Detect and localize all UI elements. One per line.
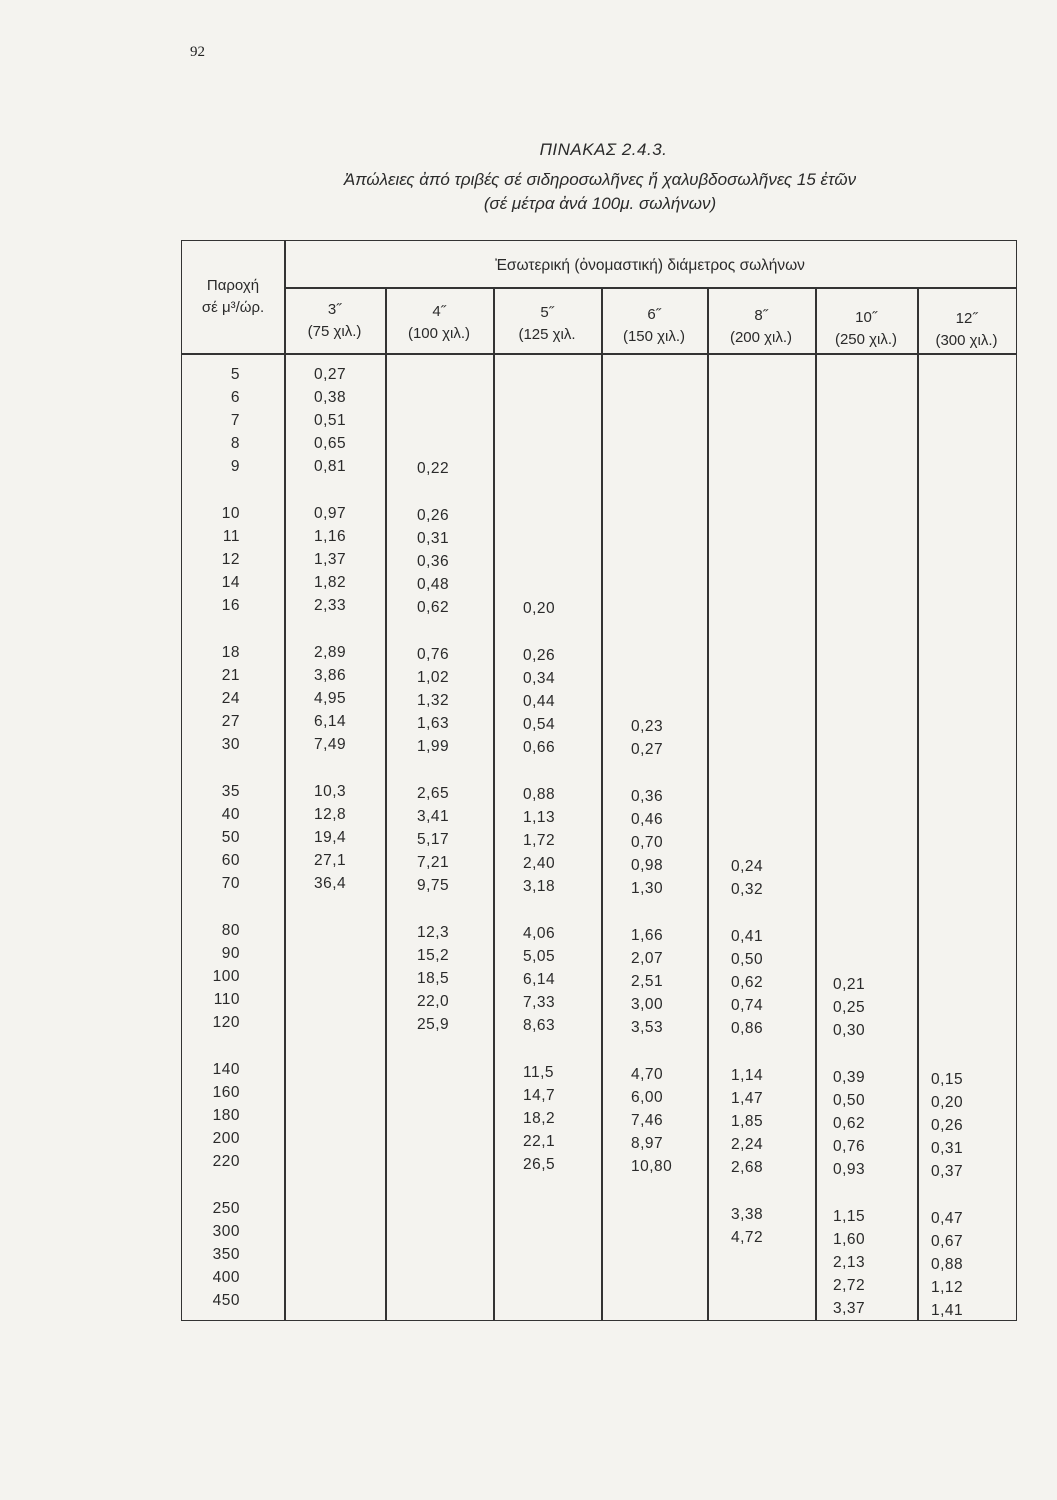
loss-value-cell: 6,14 bbox=[314, 713, 347, 730]
loss-value-cell: 0,20 bbox=[523, 600, 556, 618]
loss-value-cell: 3,18 bbox=[523, 878, 556, 896]
loss-value-cell: 0,21 bbox=[833, 976, 866, 993]
loss-value-cell: 1,41 bbox=[931, 1301, 964, 1319]
loss-value-cell: 1,13 bbox=[523, 809, 556, 827]
flow-rate-cell: 40 bbox=[221, 806, 240, 823]
loss-value-cell: 0,44 bbox=[523, 693, 556, 711]
flow-rate-cell: 7 bbox=[230, 412, 240, 429]
flow-rate-cell: 60 bbox=[221, 852, 240, 869]
loss-value-cell: 12,3 bbox=[417, 923, 450, 941]
flow-rate-cell: 100 bbox=[212, 968, 240, 985]
loss-value-cell: 0,31 bbox=[417, 529, 450, 547]
flow-rate-cell: 140 bbox=[212, 1061, 240, 1078]
loss-value-cell: 5,05 bbox=[523, 948, 556, 966]
diameter-millimetres: (250 χιλ.) bbox=[834, 330, 898, 348]
flow-rate-cell: 18 bbox=[221, 644, 240, 661]
loss-value-cell: 0,86 bbox=[731, 1020, 764, 1038]
loss-value-cell: 22,1 bbox=[523, 1133, 556, 1151]
loss-value-cell: 2,72 bbox=[833, 1277, 866, 1294]
flow-rate-cell: 80 bbox=[221, 922, 240, 939]
loss-value-cell: 0,76 bbox=[833, 1138, 866, 1155]
loss-value-cell: 1,37 bbox=[314, 551, 347, 568]
loss-value-cell: 2,33 bbox=[314, 597, 347, 614]
loss-value-cell: 0,70 bbox=[631, 833, 664, 851]
loss-value-cell: 15,2 bbox=[417, 946, 450, 964]
loss-value-cell: 1,14 bbox=[731, 1067, 764, 1085]
loss-value-cell: 0,30 bbox=[833, 1022, 866, 1039]
loss-value-cell: 0,25 bbox=[833, 999, 866, 1016]
loss-value-cell: 2,89 bbox=[314, 644, 347, 661]
loss-value-cell: 9,75 bbox=[417, 876, 450, 894]
loss-value-cell: 11,5 bbox=[523, 1064, 555, 1082]
flow-rate-cell: 16 bbox=[221, 597, 240, 614]
flow-rate-cell: 90 bbox=[221, 945, 240, 962]
loss-value-cell: 27,1 bbox=[314, 852, 347, 869]
flow-rate-cell: 24 bbox=[221, 690, 240, 707]
loss-value-cell: 0,37 bbox=[931, 1162, 964, 1180]
diameter-inches: 10˝ bbox=[855, 308, 877, 326]
diameter-inches: 6˝ bbox=[647, 305, 661, 323]
friction-loss-table bbox=[181, 240, 1017, 1321]
loss-value-cell: 0,76 bbox=[417, 645, 450, 663]
loss-value-cell: 18,2 bbox=[523, 1110, 556, 1128]
loss-value-cell: 0,36 bbox=[631, 787, 664, 805]
flow-rate-cell: 21 bbox=[221, 667, 240, 684]
flow-rate-cell: 50 bbox=[221, 829, 240, 846]
flow-header bbox=[182, 275, 284, 319]
flow-rate-cell: 70 bbox=[221, 875, 240, 892]
column-divider bbox=[601, 289, 603, 1320]
loss-value-cell: 3,86 bbox=[314, 667, 347, 684]
loss-value-cell: 0,34 bbox=[523, 670, 556, 688]
flow-rate-cell: 250 bbox=[212, 1200, 240, 1217]
diameter-column-header bbox=[284, 299, 385, 343]
diameter-inches: 4˝ bbox=[432, 302, 446, 320]
loss-value-cell: 0,50 bbox=[833, 1092, 866, 1109]
loss-value-cell: 6,14 bbox=[523, 971, 556, 989]
loss-value-cell: 25,9 bbox=[417, 1015, 450, 1033]
loss-value-cell: 1,16 bbox=[314, 528, 347, 545]
loss-value-cell: 1,02 bbox=[417, 668, 450, 686]
loss-value-cell: 0,88 bbox=[931, 1255, 964, 1273]
loss-value-cell: 3,41 bbox=[417, 807, 450, 825]
loss-value-cell: 0,24 bbox=[731, 858, 764, 876]
loss-value-cell: 19,4 bbox=[314, 829, 347, 846]
flow-rate-cell: 400 bbox=[212, 1269, 240, 1286]
loss-value-cell: 0,62 bbox=[833, 1115, 866, 1132]
loss-value-cell: 4,95 bbox=[314, 690, 347, 707]
loss-value-cell: 0,88 bbox=[523, 786, 556, 804]
diameter-inches: 3˝ bbox=[327, 301, 342, 318]
loss-value-cell: 10,80 bbox=[631, 1157, 673, 1175]
page-number: 92 bbox=[190, 44, 205, 60]
loss-value-cell: 5,17 bbox=[417, 830, 450, 848]
flow-rate-cell: 14 bbox=[221, 574, 240, 591]
column-divider bbox=[493, 289, 495, 1320]
loss-value-cell: 2,51 bbox=[631, 972, 664, 990]
loss-value-cell: 0,54 bbox=[523, 716, 556, 734]
flow-rate-cell: 120 bbox=[212, 1014, 240, 1031]
loss-value-cell: 0,26 bbox=[931, 1116, 964, 1134]
loss-value-cell: 0,22 bbox=[417, 459, 450, 477]
flow-rate-cell: 35 bbox=[221, 783, 240, 800]
diameter-millimetres: (75 χιλ.) bbox=[307, 323, 362, 340]
loss-value-cell: 4,72 bbox=[731, 1229, 764, 1247]
diameter-millimetres: (150 χιλ.) bbox=[622, 327, 686, 345]
loss-value-cell: 3,53 bbox=[631, 1018, 664, 1036]
loss-value-cell: 1,15 bbox=[833, 1208, 866, 1225]
loss-value-cell: 1,32 bbox=[417, 691, 450, 709]
flow-rate-cell: 300 bbox=[212, 1223, 240, 1240]
loss-value-cell: 2,68 bbox=[731, 1159, 764, 1177]
loss-value-cell: 1,82 bbox=[314, 574, 347, 591]
loss-value-cell: 0,97 bbox=[314, 505, 347, 522]
loss-value-cell: 4,06 bbox=[523, 925, 556, 943]
loss-value-cell: 10,3 bbox=[314, 783, 347, 800]
subtitle-line-1: Ἀπώλειες ἀπό τριβές σέ σιδηροσωλῆνες ἤ χαλυβδοσωλῆνες 15 ἐτῶν bbox=[343, 170, 857, 189]
loss-value-cell: 1,12 bbox=[931, 1278, 964, 1296]
loss-value-cell: 0,48 bbox=[417, 575, 450, 593]
flow-rate-cell: 11 bbox=[222, 528, 240, 545]
flow-rate-cell: 350 bbox=[212, 1246, 240, 1263]
loss-value-cell: 2,13 bbox=[833, 1254, 866, 1271]
flow-rate-cell: 10 bbox=[221, 505, 240, 522]
loss-value-cell: 0,62 bbox=[417, 598, 450, 616]
diameter-millimetres: (100 χιλ.) bbox=[407, 324, 471, 342]
loss-value-cell: 7,33 bbox=[523, 994, 556, 1012]
loss-value-cell: 0,47 bbox=[931, 1209, 964, 1227]
loss-value-cell: 0,65 bbox=[314, 435, 347, 452]
loss-value-cell: 0,23 bbox=[631, 717, 664, 735]
flow-rate-cell: 27 bbox=[221, 713, 240, 730]
loss-value-cell: 2,07 bbox=[631, 949, 664, 967]
flow-rate-cell: 110 bbox=[213, 991, 240, 1008]
flow-rate-cell: 160 bbox=[212, 1084, 240, 1101]
loss-value-cell: 0,26 bbox=[523, 647, 556, 665]
loss-value-cell: 2,65 bbox=[417, 784, 450, 802]
loss-value-cell: 0,15 bbox=[931, 1070, 964, 1088]
group-header-divider bbox=[284, 287, 1016, 289]
header-divider bbox=[182, 353, 1016, 355]
table-title: ΠΙΝΑΚΑΣ 2.4.3. bbox=[539, 140, 668, 159]
loss-value-cell: 36,4 bbox=[314, 875, 347, 892]
loss-value-cell: 8,63 bbox=[523, 1017, 556, 1035]
loss-value-cell: 0,46 bbox=[631, 810, 664, 828]
loss-value-cell: 1,66 bbox=[631, 926, 664, 944]
loss-value-cell: 1,63 bbox=[417, 714, 450, 732]
column-divider bbox=[284, 241, 286, 1320]
loss-value-cell: 7,46 bbox=[631, 1111, 664, 1129]
loss-value-cell: 0,98 bbox=[631, 856, 664, 874]
diameter-column-header bbox=[707, 305, 815, 349]
loss-value-cell: 7,49 bbox=[314, 736, 347, 753]
loss-value-cell: 0,50 bbox=[731, 951, 764, 969]
subtitle-line-2: (σέ μέτρα ἀνά 100μ. σωλήνων) bbox=[483, 194, 717, 213]
table-subtitle bbox=[270, 168, 930, 216]
loss-value-cell: 3,38 bbox=[731, 1206, 764, 1224]
loss-value-cell: 0,93 bbox=[833, 1161, 866, 1178]
diameter-inches: 12˝ bbox=[955, 310, 978, 327]
loss-value-cell: 0,32 bbox=[731, 881, 764, 899]
loss-value-cell: 0,26 bbox=[417, 506, 450, 524]
loss-value-cell: 6,00 bbox=[631, 1088, 664, 1106]
diameter-group-header: Ἐσωτερική (ὀνομαστική) διάμετρος σωλήνων bbox=[495, 257, 805, 274]
diameter-inches: 8˝ bbox=[754, 307, 768, 324]
flow-rate-cell: 180 bbox=[212, 1107, 240, 1124]
diameter-column-header bbox=[385, 301, 493, 345]
column-divider bbox=[707, 289, 709, 1320]
loss-value-cell: 8,97 bbox=[631, 1134, 664, 1152]
loss-value-cell: 0,81 bbox=[314, 458, 347, 475]
loss-value-cell: 12,8 bbox=[314, 806, 347, 823]
diameter-millimetres: (300 χιλ.) bbox=[935, 332, 998, 349]
loss-value-cell: 0,74 bbox=[731, 997, 764, 1015]
loss-value-cell: 18,5 bbox=[417, 969, 450, 987]
loss-value-cell: 3,37 bbox=[833, 1300, 866, 1317]
loss-value-cell: 1,99 bbox=[417, 737, 450, 755]
loss-value-cell: 2,40 bbox=[523, 855, 556, 873]
loss-value-cell: 7,21 bbox=[417, 853, 450, 871]
loss-value-cell: 0,51 bbox=[314, 412, 347, 429]
loss-value-cell: 22,0 bbox=[417, 992, 450, 1010]
flow-rate-cell: 30 bbox=[221, 736, 240, 753]
loss-value-cell: 1,30 bbox=[631, 879, 664, 897]
diameter-column-header bbox=[917, 308, 1016, 352]
loss-value-cell: 0,27 bbox=[314, 366, 347, 383]
loss-value-cell: 0,27 bbox=[631, 740, 664, 758]
column-divider bbox=[815, 289, 817, 1320]
diameter-column-header bbox=[601, 304, 707, 348]
flow-rate-cell: 12 bbox=[221, 551, 240, 568]
loss-value-cell: 0,31 bbox=[931, 1139, 964, 1157]
column-divider bbox=[917, 289, 919, 1320]
loss-value-cell: 0,66 bbox=[523, 739, 556, 757]
loss-value-cell: 1,85 bbox=[731, 1113, 764, 1131]
loss-value-cell: 0,41 bbox=[731, 928, 764, 946]
diameter-column-header bbox=[493, 302, 601, 346]
flow-rate-cell: 5 bbox=[230, 366, 240, 383]
loss-value-cell: 0,39 bbox=[833, 1069, 866, 1086]
diameter-millimetres: (200 χιλ.) bbox=[729, 329, 793, 346]
flow-rate-cell: 8 bbox=[230, 435, 240, 452]
loss-value-cell: 0,20 bbox=[931, 1093, 964, 1111]
loss-value-cell: 26,5 bbox=[523, 1156, 556, 1174]
loss-value-cell: 0,38 bbox=[314, 389, 347, 406]
loss-value-cell: 2,24 bbox=[731, 1136, 764, 1154]
loss-value-cell: 0,62 bbox=[731, 974, 764, 992]
flow-rate-cell: 450 bbox=[212, 1292, 240, 1309]
column-divider bbox=[385, 289, 387, 1320]
diameter-millimetres: (125 χιλ. bbox=[518, 326, 576, 343]
diameter-column-header bbox=[815, 307, 917, 351]
loss-value-cell: 3,00 bbox=[631, 995, 664, 1013]
loss-value-cell: 1,60 bbox=[833, 1231, 866, 1248]
loss-value-cell: 0,36 bbox=[417, 552, 450, 570]
flow-rate-cell: 6 bbox=[230, 389, 240, 406]
diameter-inches: 5˝ bbox=[540, 304, 554, 321]
loss-value-cell: 4,70 bbox=[631, 1065, 664, 1083]
loss-value-cell: 0,67 bbox=[931, 1232, 964, 1250]
flow-rate-cell: 9 bbox=[230, 458, 240, 475]
flow-rate-cell: 220 bbox=[212, 1153, 240, 1170]
loss-value-cell: 1,72 bbox=[523, 832, 556, 850]
flow-header-line-2: σέ μ³/ώρ. bbox=[201, 299, 265, 316]
flow-header-line-1: Παροχή bbox=[206, 277, 260, 294]
loss-value-cell: 14,7 bbox=[523, 1087, 556, 1105]
loss-value-cell: 1,47 bbox=[731, 1090, 764, 1108]
flow-rate-cell: 200 bbox=[212, 1130, 240, 1147]
